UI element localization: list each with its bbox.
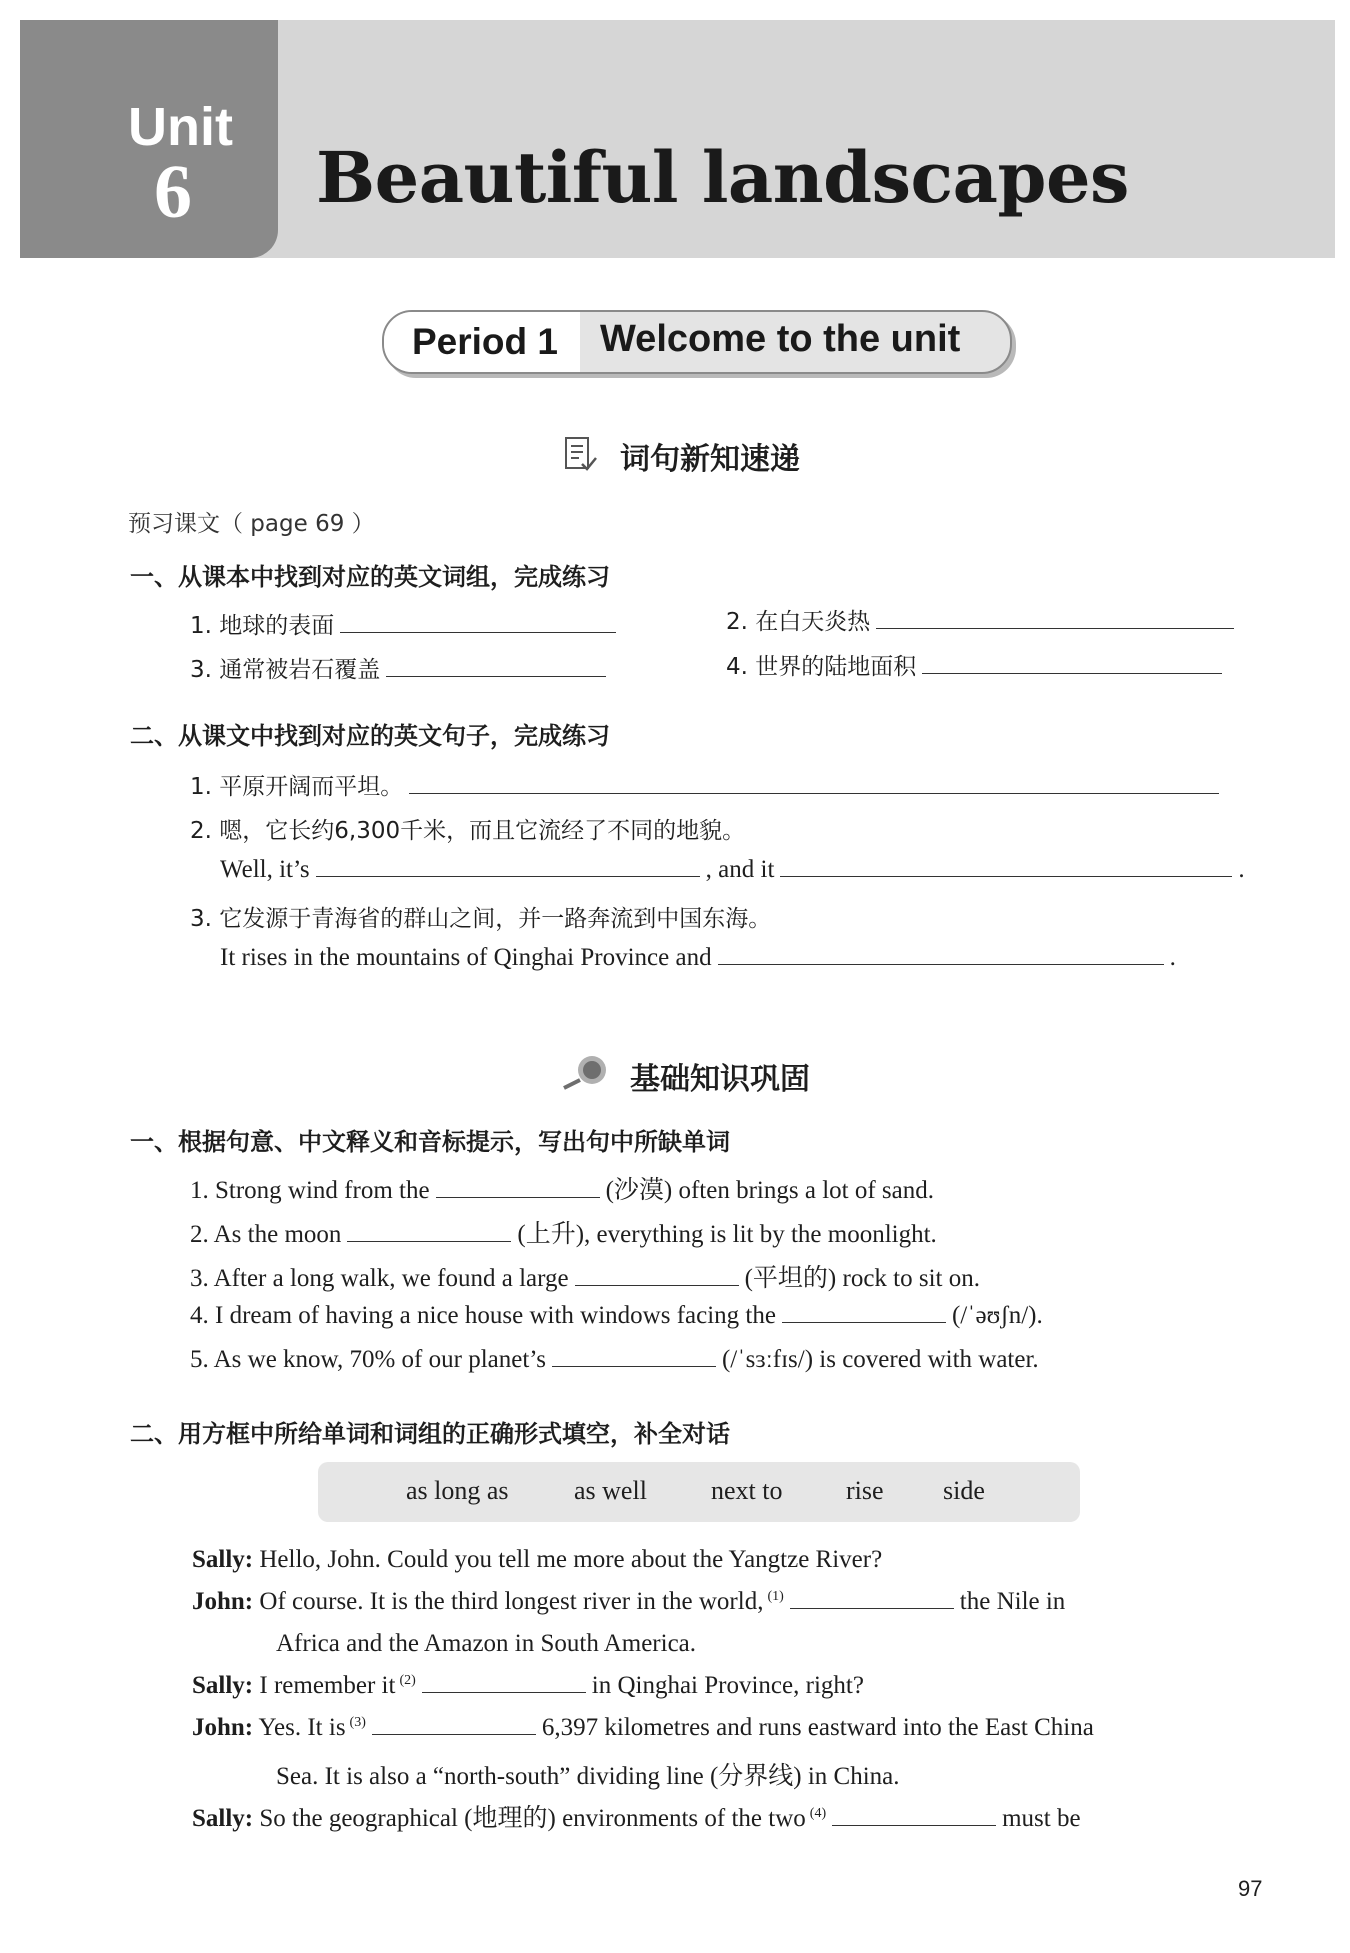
answer-blank[interactable]	[790, 1607, 954, 1609]
answer-blank[interactable]	[347, 1240, 511, 1242]
speaker-label: Sally:	[192, 1672, 254, 1699]
fill-item-3: 3. After a long walk, we found a large (平坦的) rock to sit on.	[190, 1265, 980, 1292]
word-option: as well	[574, 1476, 647, 1505]
notebook-icon	[562, 436, 598, 477]
period-title: Welcome to the unit	[600, 318, 961, 360]
sentence-item-3-en: It rises in the mountains of Qinghai Province and .	[220, 944, 1176, 971]
word-box	[318, 1462, 1080, 1522]
speaker-label: Sally:	[192, 1805, 254, 1832]
dialogue-line-7: Sally: So the geographical (地理的) environments of the two $^{(4)}$ must be	[192, 1805, 1081, 1832]
page-number: 97	[1238, 1876, 1263, 1901]
answer-blank[interactable]	[340, 631, 616, 633]
answer-blank[interactable]	[386, 675, 606, 677]
sentence-item-2-en: Well, it’s , and it .	[220, 856, 1245, 883]
part1-heading: 一、根据句意、中文释义和音标提示，写出句中所缺单词	[130, 1128, 730, 1156]
dialogue-line-3: Africa and the Amazon in South America.	[276, 1630, 697, 1657]
dialogue-line-4: Sally: I remember it $^{(2)}$ in Qinghai Province, right?	[192, 1672, 864, 1699]
answer-blank[interactable]	[436, 1196, 600, 1198]
word-option: next to	[711, 1476, 783, 1505]
answer-blank[interactable]	[372, 1733, 536, 1735]
part2-heading: 二、从课文中找到对应的英文句子，完成练习	[130, 722, 610, 750]
section-title-basic-knowledge: 基础知识巩固	[630, 1062, 810, 1097]
answer-blank[interactable]	[780, 875, 1232, 877]
answer-blank[interactable]	[409, 792, 1219, 794]
answer-blank[interactable]	[782, 1321, 946, 1323]
speaker-label: John:	[192, 1588, 254, 1615]
dialogue-line-5: John: Yes. It is $^{(3)}$ 6,397 kilometres and runs eastward into the East China	[192, 1714, 1094, 1741]
dialogue-line-1: Sally: Hello, John. Could you tell me more about the Yangtze River?	[192, 1546, 883, 1573]
fill-item-1: 1. Strong wind from the (沙漠) often brings a lot of sand.	[190, 1177, 934, 1204]
part2-heading: 二、用方框中所给单词和词组的正确形式填空，补全对话	[130, 1420, 730, 1448]
phrase-item-3: 3. 通常被岩石覆盖	[190, 651, 612, 684]
unit-word: Unit	[128, 97, 233, 157]
word-option: side	[943, 1476, 985, 1505]
phrase-item-1: 1. 地球的表面	[190, 607, 622, 640]
answer-blank[interactable]	[552, 1365, 716, 1367]
fill-item-4: 4. I dream of having a nice house with windows facing the (/ˈəʊʃn/).	[190, 1302, 1043, 1329]
section-title-new-knowledge: 词句新知速递	[620, 442, 800, 477]
word-option: as long as	[406, 1476, 509, 1505]
speaker-label: Sally:	[192, 1546, 254, 1573]
period-label: Period 1	[412, 321, 558, 362]
phrase-item-2: 2. 在白天炎热	[726, 603, 1240, 636]
word-option: rise	[846, 1476, 884, 1505]
sentence-item-1: 1. 平原开阔而平坦。	[190, 768, 1225, 801]
period-banner	[382, 310, 1012, 374]
sentence-item-2-cn: 2. 嗯，它长约6,300千米，而且它流经了不同的地貌。	[190, 818, 746, 844]
phrase-item-4: 4. 世界的陆地面积	[726, 648, 1228, 681]
answer-blank[interactable]	[422, 1691, 586, 1693]
preview-label: 预习课文（ page 69 ）	[128, 511, 375, 537]
answer-blank[interactable]	[876, 627, 1234, 629]
dialogue-line-2: John: Of course. It is the third longest river in the world, $^{(1)}$ the Nile in	[192, 1588, 1066, 1615]
sentence-item-3-cn: 3. 它发源于青海省的群山之间，并一路奔流到中国东海。	[190, 906, 772, 932]
answer-blank[interactable]	[832, 1824, 996, 1826]
answer-blank[interactable]	[922, 672, 1222, 674]
fill-item-2: 2. As the moon (上升), everything is lit by the moonlight.	[190, 1221, 937, 1248]
speaker-label: John:	[192, 1714, 254, 1741]
answer-blank[interactable]	[718, 963, 1164, 965]
unit-title: Beautiful landscapes	[316, 136, 1129, 219]
magnifier-icon	[560, 1052, 610, 1097]
part1-heading: 一、从课本中找到对应的英文词组，完成练习	[130, 563, 610, 591]
answer-blank[interactable]	[316, 875, 700, 877]
unit-number: 6	[154, 150, 192, 234]
dialogue-line-6: Sea. It is also a “north-south” dividing line (分界线) in China.	[276, 1763, 900, 1790]
answer-blank[interactable]	[575, 1284, 739, 1286]
fill-item-5: 5. As we know, 70% of our planet’s (/ˈsɜːfɪs/) is covered with water.	[190, 1346, 1039, 1373]
